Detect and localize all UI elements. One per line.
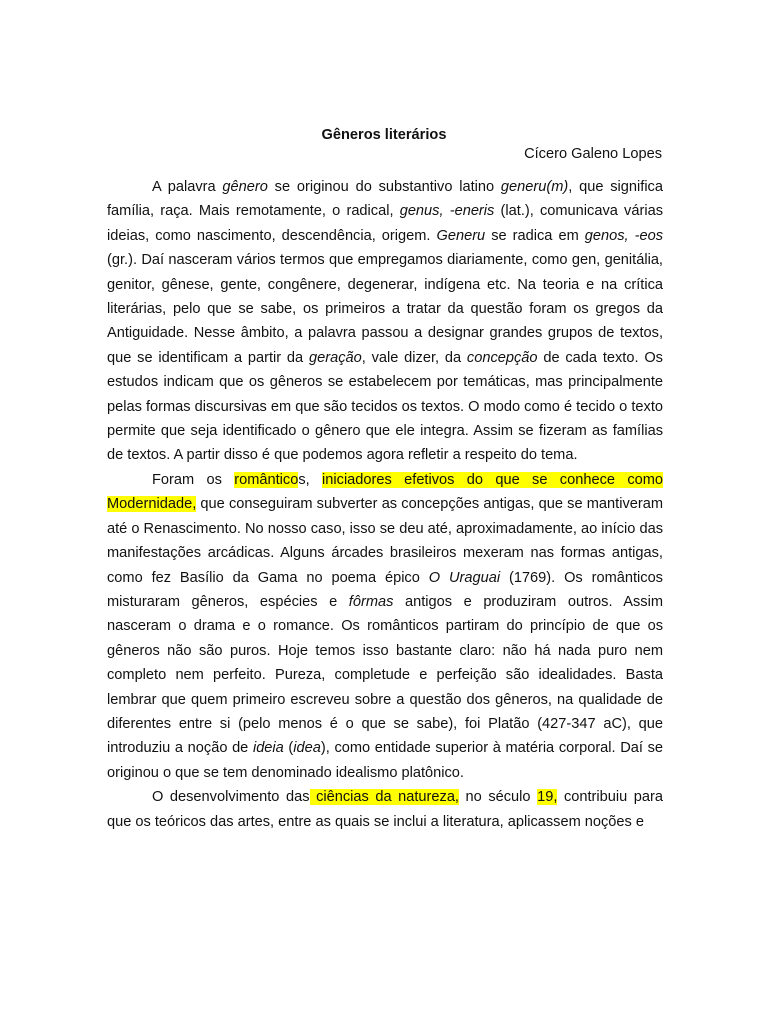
highlighted-text: iniciadores efetivos do que se conhece como Modernidade, bbox=[107, 471, 664, 513]
italic-text: Generu bbox=[436, 227, 486, 244]
italic-text: O Uraguai bbox=[428, 569, 501, 586]
document-title: Gêneros literários bbox=[321, 127, 447, 143]
text-run: , que significa família, raça. Mais remotamente, o radical, bbox=[107, 179, 663, 220]
text-run: se radica em bbox=[485, 227, 585, 244]
text-run: O desenvolvimento das bbox=[152, 789, 310, 806]
text-run: s, bbox=[298, 471, 323, 488]
italic-text: genus, -eneris bbox=[399, 203, 495, 220]
text-run: que conseguiram subverter as concepções antigas, que se mantiveram até o Renascimento. No nosso caso, isso se deu até, aproximadamente, ao início das manifestações arcádicas. Alguns árcades brasileiros mexeram nas formas antigas, como fez Basílio da Gama no poema épico bbox=[107, 496, 663, 586]
text-run: , vale dizer, da bbox=[361, 349, 467, 366]
italic-text: gênero bbox=[222, 179, 268, 195]
highlighted-text: 19, bbox=[537, 789, 558, 806]
italic-text: genos, -eos bbox=[584, 227, 664, 244]
body-paragraph bbox=[107, 785, 663, 834]
highlighted-text: ciências da natureza, bbox=[309, 789, 459, 806]
body-paragraph bbox=[107, 468, 663, 785]
document-body bbox=[107, 175, 663, 834]
text-run: (lat.), comunicava várias ideias, como nascimento, descendência, origem. bbox=[107, 203, 663, 244]
italic-text: ideia bbox=[252, 740, 284, 757]
text-run: se originou do substantivo latino bbox=[267, 179, 501, 195]
italic-text: fôrmas bbox=[348, 593, 394, 610]
italic-text: idea bbox=[293, 740, 321, 757]
highlighted-text: romântico bbox=[234, 471, 299, 488]
italic-text: generu(m) bbox=[500, 179, 569, 195]
text-run: A palavra bbox=[152, 179, 223, 195]
text-run: contribuiu para que os teóricos das artes, entre as quais se inclui a literatura, aplicassem noções e bbox=[107, 789, 663, 830]
text-run: no século bbox=[459, 789, 538, 806]
text-run: (1769). Os românticos misturaram gêneros, espécies e bbox=[107, 569, 663, 610]
text-run: antigos e produziram outros. Assim nasceram o drama e o romance. Os românticos partiram do princípio de que os gêneros não são puros. Hoje temos isso bastante claro: não há nada puro nem completo nem perfeito. Pureza, completude e perfeição são idealidades. Basta lembrar que quem primeiro escreveu sobre a questão dos gêneros, na qualidade de diferentes entre si (pelo menos é o que se sabe), foi Platão (427-347 aC), que introduziu a noção de bbox=[107, 593, 664, 757]
document-author: Cícero Galeno Lopes bbox=[524, 146, 662, 162]
text-run: ( bbox=[283, 740, 294, 757]
text-run: Foram os bbox=[152, 471, 235, 488]
italic-text: concepção bbox=[466, 349, 538, 366]
text-run: ), como entidade superior à matéria corporal. Daí se originou o que se tem denominado idealismo platônico. bbox=[107, 740, 663, 781]
text-run: de cada texto. Os estudos indicam que os gêneros se estabelecem por temáticas, mas principalmente pelas formas discursivas em que são tecidos os textos. O modo como é tecido o texto permite que seja identificado o gênero que ele integra. Assim se fizeram as famílias de textos. A partir disso é que podemos agora refletir a respeito do tema. bbox=[107, 349, 663, 464]
text-run: (gr.). Daí nasceram vários termos que empregamos diariamente, como gen, genitália, genitor, gênese, gente, congênere, degenerar, indígena etc. Na teoria e na crítica literárias, pelo que se sabe, os primeiros a tratar da questão foram os gregos da Antiguidade. Nesse âmbito, a palavra passou a designar grandes grupos de textos, que se identificam a partir da bbox=[107, 252, 663, 366]
italic-text: geração bbox=[308, 349, 362, 366]
body-paragraph bbox=[107, 175, 663, 468]
